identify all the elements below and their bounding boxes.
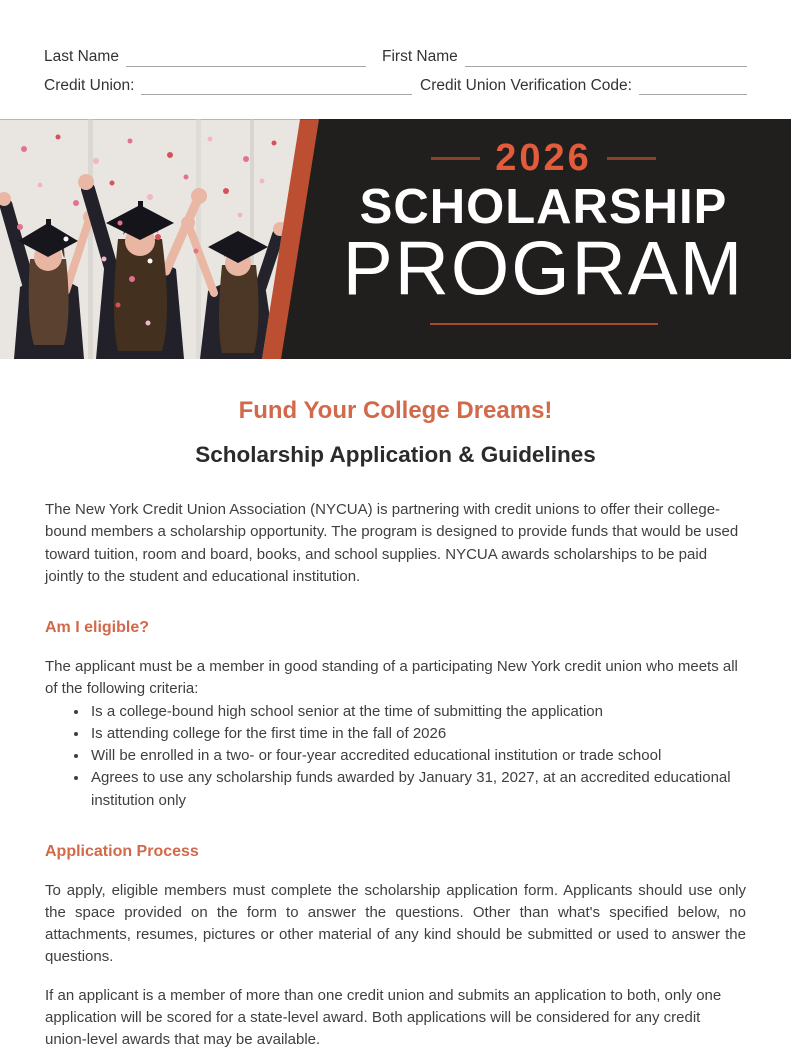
subheadline: Scholarship Application & Guidelines [195,441,596,467]
banner-year-row [431,137,656,180]
section-heading-application-process: Application Process [45,842,199,860]
first-name-label: First Name [382,48,458,65]
criteria-item: • Is attending college for the first time in the fall of 2026 [89,723,746,745]
year-divider-line-right [607,157,656,160]
banner-underline [430,323,658,325]
eligibility-criteria-list [45,701,746,812]
first-name-field [382,48,747,67]
intro-paragraph: The New York Credit Union Association (NYCUA) is partnering with credit unions to offer their college-bound members a scholarship opportunity. The program is designed to provide funds that would be used toward tuition, room and board, books, and school supplies. NYCUA awards scholarships to be paid jointly to the student and educational institution. [45,501,739,586]
banner-year: 2026 [495,137,592,180]
last-name-label: Last Name [44,48,119,65]
verification-code-input-line[interactable] [639,82,747,95]
criteria-item: • Will be enrolled in a two- or four-year accredited educational institution or trade school [89,745,746,767]
criteria-item: • Is a college-bound high school senior at the time of submitting the application [89,701,746,723]
credit-union-field [44,77,412,96]
eligibility-intro: The applicant must be a member in good standing of a participating New York credit union who meets all of the following criteria: [45,658,738,698]
section-heading-eligibility: Am I eligible? [45,619,150,637]
last-name-input-line[interactable] [126,54,366,67]
headline: Fund Your College Dreams! [238,397,553,425]
applicant-info-form [0,0,791,95]
graduates-photo-illustration [0,119,302,359]
credit-union-label: Credit Union: [44,76,135,94]
criteria-item: • Agrees to use any scholarship funds awarded by January 31, 2027, at an accredited educational institution only [89,767,746,812]
scholarship-program-banner [0,119,791,359]
verification-code-label: Credit Union Verification Code: [420,76,632,94]
guidelines-content [0,393,791,1051]
last-name-field [44,48,366,67]
first-name-input-line[interactable] [465,54,747,67]
banner-title-block [302,119,785,359]
credit-union-row [44,77,747,96]
application-process-paragraph-2: If an applicant is a member of more than one credit union and submits an application to both, only one application will be scored for a state-level award. Both applications will be considered for any credit union-level awards that may be available. [45,986,722,1049]
graduates-photo [0,119,302,359]
credit-union-input-line[interactable] [141,82,412,95]
name-row [44,48,747,67]
banner-title-program: PROGRAM [342,225,745,311]
banner-title-scholarship: SCHOLARSHIP [359,180,728,235]
year-divider-line-left [431,157,480,160]
verification-code-field [420,77,747,96]
application-process-paragraph-1: To apply, eligible members must complete the scholarship application form. Applicants should use only the space provided on the form to answer the questions. Other than what's specified below, no attachments, resumes, pictures or other material of any kind should be submitted or used to answer the questions. [45,881,746,966]
